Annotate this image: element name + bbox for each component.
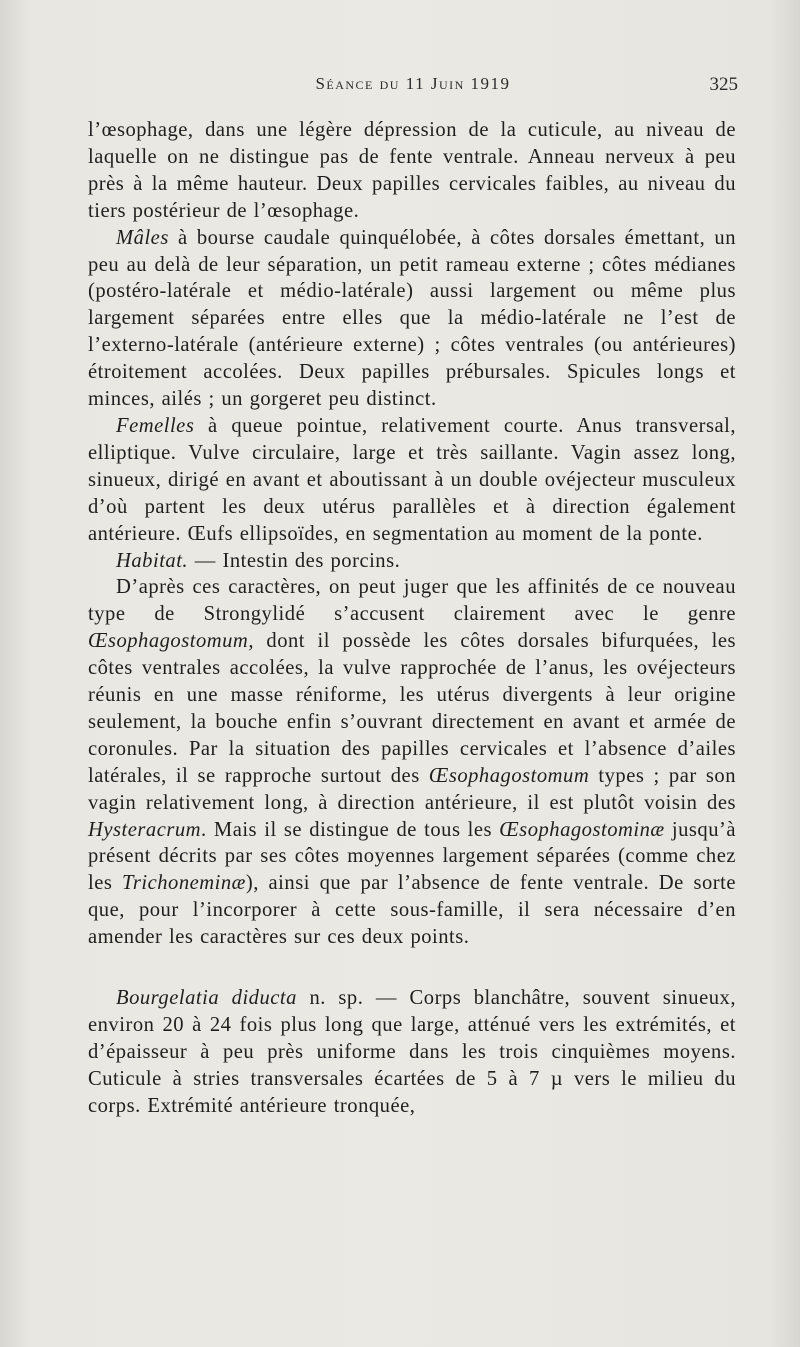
paragraph-oesophagus xyxy=(88,117,736,225)
species-name: Bourgelatia diducta xyxy=(116,987,297,1010)
page-number: 325 xyxy=(709,74,738,95)
heading-habitat: Habitat. xyxy=(116,549,189,572)
text-run: , dont il possède les côtes dorsales bifurquées, les côtes ventrales accolées, la vulve rapprochée de l’anus, les ovéjecteurs réunis en une masse réniforme, les utérus divergents à leur origine seulement, la bouche enfin s’ouvrant directement en avant et armée de coronules. Par la situation des papilles cervicales et l’absence d’ailes latérales, il se rapproche surtout des xyxy=(88,630,736,787)
text-run: ), ainsi que par l’absence de fente ventrale. De sorte que, pour l’incorporer à cette sous-famille, il sera nécessaire d’en amender les caractères sur ces deux points. xyxy=(88,872,736,949)
paragraph-text: à bourse caudale quinquélobée, à côtes dorsales émettant, un peu au delà de leur séparation, un petit rameau externe ; côtes médianes (postéro-latérale et médio-latérale) aussi largement ou même plus largement séparées entre elles que la médio-latérale ne l’est de l’externo-latérale (antérieure externe) ; côtes ventrales (ou antérieures) étroitement accolées. Deux papilles prébursales. Spicules longs et minces, ailés ; un gorgeret peu distinct. xyxy=(88,226,736,411)
subfamily-name: Trichoneminæ xyxy=(122,872,246,895)
text-run: . Mais il se distingue de tous les xyxy=(201,818,500,841)
paragraph-bourgelatia xyxy=(88,985,736,1120)
subfamily-name: Œsophagostominæ xyxy=(499,818,665,841)
genus-name: Hysteracrum xyxy=(88,818,202,841)
paragraph-habitat xyxy=(88,548,736,575)
text-run: types ; par son vagin relativement long, à direction antérieure, il est plutôt voisin des xyxy=(88,764,736,814)
text-run: D’après ces caractères, on peut juger que les affinités de ce nouveau type de Strongylidé s’accusent clairement avec le genre xyxy=(88,576,736,626)
running-head-title: Séance du 11 Juin 1919 xyxy=(315,74,511,93)
body-text xyxy=(88,117,736,1120)
paragraph-text: n. sp. — Corps blanchâtre, souvent sinueux, environ 20 à 24 fois plus long que large, atténué vers les extrémités, et d’épaisseur à peu près uniforme dans les trois cinquièmes moyens. Cuticule à stries transversales écartées de 5 à 7 µ vers le milieu du corps. Extrémité antérieure tronquée, xyxy=(88,987,736,1117)
heading-females: Femelles xyxy=(116,414,195,437)
paragraph-text: à queue pointue, relativement courte. Anus transversal, elliptique. Vulve circulaire, large et très saillante. Vagin assez long, sinueux, dirigé en avant et aboutissant à un double ovéjecteur musculeux d’où partent les deux utérus parallèles et à direction également antérieure. Œufs ellipsoïdes, en segmentation au moment de la ponte. xyxy=(88,414,736,545)
paragraph-text: l’œsophage, dans une légère dépression de la cuticule, au niveau de laquelle on ne distingue pas de fente ventrale. Anneau nerveux à peu près à la même hauteur. Deux papilles cervicales faibles, au niveau du tiers postérieur de l’œsophage. xyxy=(88,119,736,222)
running-head xyxy=(88,74,738,104)
paragraph-affinities xyxy=(88,574,736,951)
paragraph-females xyxy=(88,413,736,548)
text-run: jusqu’à présent décrits par ses côtes moyennes largement séparées (comme chez les xyxy=(88,818,736,895)
genus-name: Œsophagostomum xyxy=(88,630,249,653)
paragraph-text: — Intestin des porcins. xyxy=(188,549,401,572)
paragraph-males xyxy=(88,225,736,413)
genus-name: Œsophagostomum xyxy=(428,764,590,787)
heading-males: Mâles xyxy=(116,226,169,249)
